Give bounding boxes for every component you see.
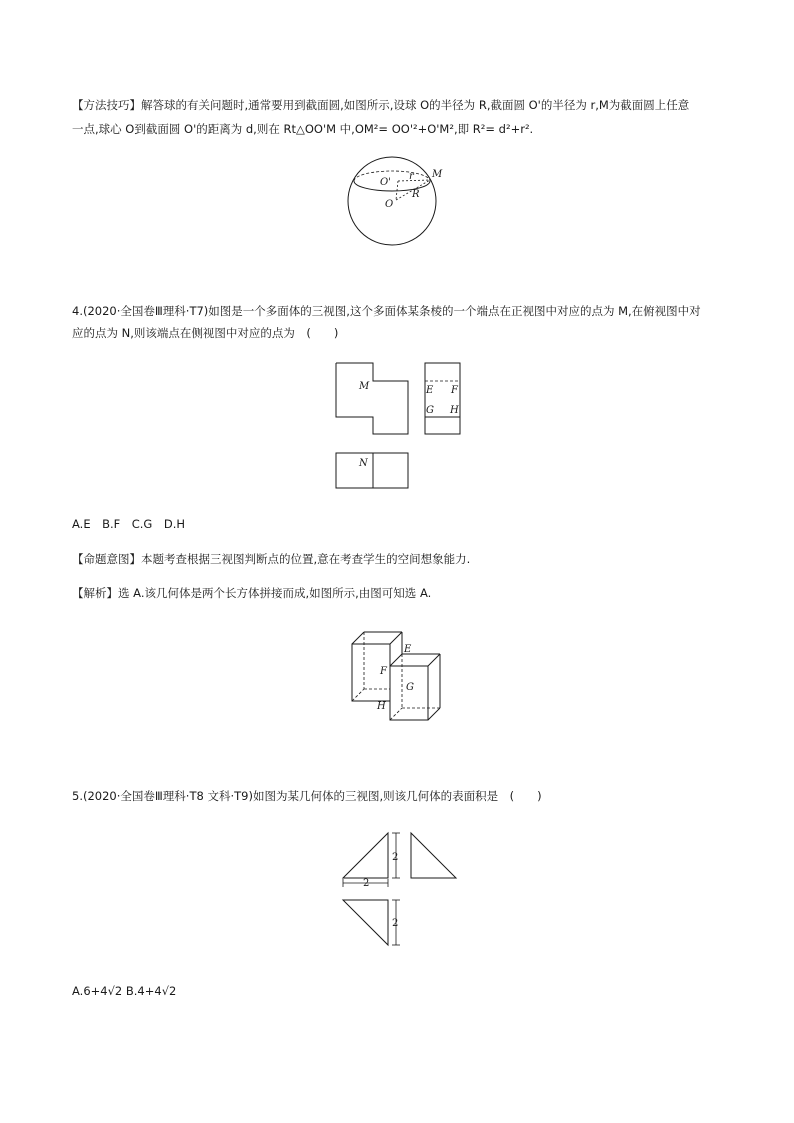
- right-cuboid: [390, 654, 440, 720]
- label-e: E: [426, 385, 434, 396]
- label-n: N: [359, 458, 368, 469]
- radius-small-r: [398, 180, 430, 181]
- q4-solid-figure: [352, 632, 444, 726]
- q4-three-views: [336, 363, 466, 493]
- label-h: H: [377, 701, 386, 712]
- q4-options: A.E B.F C.G D.H: [72, 517, 186, 531]
- label-g: G: [426, 405, 434, 416]
- label-r: r: [409, 171, 414, 182]
- label-m: M: [432, 169, 443, 180]
- side-view: [425, 363, 460, 434]
- q5-text: 5.(2020·全国卷Ⅲ理科·T8 文科·T9)如图为某几何体的三视图,则该几何体的表面积是 ( ): [72, 789, 542, 803]
- top-view: [336, 453, 408, 488]
- q4-intent: 【命题意图】本题考查根据三视图判断点的位置,意在考查学生的空间想象能力.: [72, 552, 471, 566]
- label-o-prime: O': [380, 177, 391, 188]
- label-o: O: [385, 199, 394, 210]
- label-f: F: [451, 385, 458, 396]
- label-h: H: [450, 405, 459, 416]
- dim-front-width: 2: [363, 878, 370, 889]
- front-view-triangle: [343, 833, 400, 889]
- label-f: F: [380, 666, 387, 677]
- label-g: G: [406, 682, 414, 693]
- q4-analysis: 【解析】选 A.该几何体是两个长方体拼接而成,如图所示,由图可知选 A.: [72, 586, 432, 600]
- dim-top-height: 2: [392, 918, 399, 929]
- label-big-r: R: [412, 189, 420, 200]
- method-text-line-2: 一点,球心 O到截面圆 O'的距离为 d,则在 Rt△OO'M 中,OM²= OO'²+O'M²,即 R²= d²+r².: [72, 122, 534, 136]
- q5-options: A.6+4√2 B.4+4√2: [72, 984, 177, 998]
- label-m: M: [359, 381, 370, 392]
- top-view-triangle: [343, 900, 400, 945]
- side-view-triangle: [411, 833, 456, 878]
- front-view: [336, 363, 408, 434]
- sphere-figure: [345, 158, 445, 250]
- method-text-line-1: 【方法技巧】解答球的有关问题时,通常要用到截面圆,如图所示,设球 O的半径为 R,截面圆 O'的半径为 r,M为截面圆上任意: [72, 98, 690, 112]
- q5-three-views: [338, 828, 463, 950]
- label-e: E: [404, 644, 412, 655]
- q4-text-line-2: 应的点为 N,则该端点在侧视图中对应的点为 ( ): [72, 326, 339, 340]
- q4-text-line-1: 4.(2020·全国卷Ⅲ理科·T7)如图是一个多面体的三视图,这个多面体某条棱的一个端点在正视图中对应的点为 M,在俯视图中对: [72, 304, 701, 318]
- dim-front-height: 2: [392, 852, 399, 863]
- section-circle-back: [354, 171, 430, 181]
